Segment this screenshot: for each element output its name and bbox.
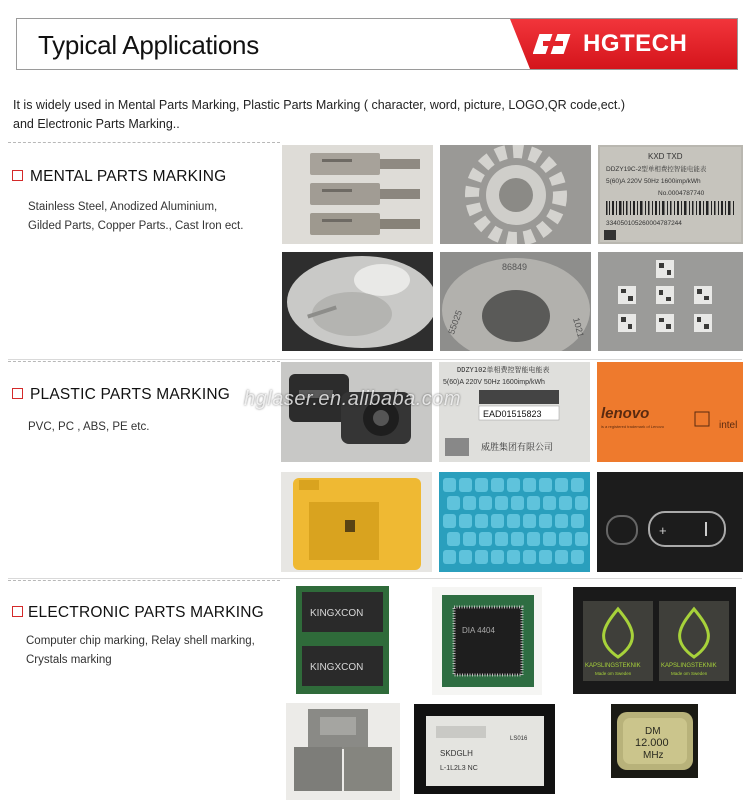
chip-brand-bottom: KINGXCON bbox=[310, 662, 364, 673]
keyboard-key bbox=[571, 514, 584, 528]
keyboard-key bbox=[575, 532, 588, 546]
keyboard-key bbox=[511, 496, 524, 510]
intro-line-2: and Electronic Parts Marking.. bbox=[13, 117, 180, 131]
keyboard-key bbox=[443, 514, 456, 528]
label-header: DDZY102单相费控智能电能表 bbox=[457, 366, 550, 374]
keyboard-key bbox=[443, 478, 456, 492]
photo-metal-ring-numbers bbox=[440, 252, 591, 351]
divider bbox=[8, 580, 280, 581]
keyboard-key bbox=[447, 532, 460, 546]
intro-paragraph bbox=[13, 96, 713, 134]
keyboard-key bbox=[459, 478, 472, 492]
photo-aluminium-cone bbox=[282, 252, 433, 351]
section-divider bbox=[8, 359, 742, 360]
photo-relay-blocks bbox=[286, 703, 400, 800]
photo-stamped-ring bbox=[440, 145, 591, 244]
ring-number-1: 86849 bbox=[502, 262, 528, 272]
crystal-line-2: 12.000 bbox=[635, 737, 669, 749]
meter-barcode: 334050105260004787244 bbox=[606, 220, 682, 227]
svg-text:+: + bbox=[659, 523, 667, 538]
photo-yellow-phone-housing bbox=[281, 472, 432, 572]
keyboard-key bbox=[543, 532, 556, 546]
relay-text-1: SKDGLH bbox=[440, 749, 473, 758]
keyboard-key bbox=[523, 550, 536, 564]
divider bbox=[8, 142, 280, 143]
photo-lenovo-cover bbox=[597, 362, 743, 462]
keyboard-key bbox=[495, 532, 508, 546]
kapsling-brand-right: KAPSLINGSTEKNIK bbox=[661, 663, 717, 669]
keyboard-key bbox=[575, 496, 588, 510]
keyboard-key bbox=[523, 514, 536, 528]
keyboard-key bbox=[507, 514, 520, 528]
photo-crystal-oscillator bbox=[611, 704, 698, 778]
keyboard-key bbox=[475, 478, 488, 492]
photo-kapsling-chips bbox=[573, 587, 736, 694]
photo-black-plastic-buttons bbox=[597, 472, 743, 572]
photo-steel-nozzles bbox=[282, 145, 433, 244]
label-code: EAD01515823 bbox=[483, 409, 542, 419]
keyboard-key bbox=[511, 532, 524, 546]
brand-name: HGTECH bbox=[583, 30, 688, 57]
intro-line-1: It is widely used in Mental Parts Marking, Plastic Parts Marking ( character, word, picture, LOGO,QR code,ect.) bbox=[13, 98, 626, 112]
keyboard-key bbox=[463, 532, 476, 546]
keyboard-key bbox=[443, 550, 456, 564]
keyboard-key bbox=[559, 532, 572, 546]
ring-number-3: 1021 bbox=[571, 316, 586, 339]
divider bbox=[8, 361, 280, 362]
keyboard-key bbox=[463, 496, 476, 510]
meter-no: No.0004787740 bbox=[658, 190, 705, 197]
meter-header: DDZY19C-2型单相费控智能电能表 bbox=[606, 166, 707, 173]
keyboard-key bbox=[475, 550, 488, 564]
keyboard-key bbox=[527, 496, 540, 510]
crystal-line-1: DM bbox=[645, 726, 661, 737]
keyboard-key bbox=[507, 478, 520, 492]
ring-number-2: 55025 bbox=[446, 308, 465, 336]
keyboard-key bbox=[555, 478, 568, 492]
photo-qfp-chip bbox=[432, 587, 542, 695]
relay-text-2: L-1L2L3 NC bbox=[440, 765, 478, 772]
keyboard-key bbox=[527, 532, 540, 546]
keyboard-key bbox=[475, 514, 488, 528]
keyboard-key bbox=[543, 496, 556, 510]
photo-datamatrix-plate bbox=[598, 252, 743, 351]
keyboard-key bbox=[559, 496, 572, 510]
keyboard-key bbox=[555, 550, 568, 564]
keyboard-key bbox=[447, 496, 460, 510]
category-desc-metal: Stainless Steel, Anodized Aluminium, Gilded Parts, Copper Parts., Cast Iron ect. bbox=[28, 201, 244, 232]
keyboard-key bbox=[555, 514, 568, 528]
chip-brand-top: KINGXCON bbox=[310, 608, 364, 619]
keyboard-key bbox=[539, 514, 552, 528]
meter-brand: KXD TXD bbox=[648, 152, 683, 161]
lenovo-subtext: is a registered trademark of Lenovo bbox=[601, 424, 664, 429]
category-desc-electronic: Computer chip marking, Relay shell marking, Crystals marking bbox=[26, 635, 255, 666]
checkbox-icon bbox=[12, 170, 23, 181]
photo-black-plastic-parts bbox=[281, 362, 432, 462]
category-title-electronic: ELECTRONIC PARTS MARKING bbox=[28, 604, 264, 621]
category-title-metal: MENTAL PARTS MARKING bbox=[30, 168, 227, 185]
checkbox-icon bbox=[12, 388, 23, 399]
keyboard-key bbox=[479, 532, 492, 546]
kapsling-sub-right: Made om Sweden bbox=[671, 671, 708, 676]
label-company: 威胜集团有限公司 bbox=[481, 442, 554, 452]
relay-text-3: LS016 bbox=[510, 736, 528, 742]
label-spec: 5(60)A 220V 50Hz 1600imp/kWh bbox=[443, 379, 545, 386]
photo-meter-nameplate bbox=[598, 145, 743, 244]
lenovo-logo: lenovo bbox=[601, 405, 650, 422]
keyboard-key bbox=[523, 478, 536, 492]
keyboard-key bbox=[571, 478, 584, 492]
keyboard-key bbox=[491, 478, 504, 492]
category-title-plastic: PLASTIC PARTS MARKING bbox=[30, 386, 231, 403]
section-divider bbox=[8, 578, 742, 579]
keyboard-key bbox=[479, 496, 492, 510]
watermark: hglaser.en.alibaba.com bbox=[244, 388, 462, 410]
photo-meter-label bbox=[439, 362, 590, 462]
crystal-line-3: MHz bbox=[643, 750, 664, 761]
keyboard-key bbox=[495, 496, 508, 510]
page-title: Typical Applications bbox=[38, 30, 259, 60]
meter-spec: 5(60)A 220V 50Hz 1600imp/kWh bbox=[606, 178, 701, 185]
kapsling-brand-left: KAPSLINGSTEKNIK bbox=[585, 663, 641, 669]
keyboard-key bbox=[459, 550, 472, 564]
photo-teal-keyboard bbox=[439, 472, 590, 572]
keyboard-key bbox=[459, 514, 472, 528]
kapsling-sub-left: Made om Sweden bbox=[595, 671, 632, 676]
keyboard-key bbox=[507, 550, 520, 564]
keyboard-key bbox=[539, 550, 552, 564]
checkbox-icon bbox=[12, 606, 23, 617]
keyboard-key bbox=[571, 550, 584, 564]
hgtech-logo-icon bbox=[533, 30, 577, 58]
intel-logo: intel bbox=[719, 420, 738, 431]
category-desc-plastic: PVC, PC , ABS, PE etc. bbox=[28, 421, 150, 433]
keyboard-key bbox=[539, 478, 552, 492]
photo-memory-chips bbox=[296, 586, 389, 694]
keyboard-key bbox=[491, 514, 504, 528]
qfp-text: DIA 4404 bbox=[462, 626, 495, 635]
photo-relay-shell bbox=[414, 704, 555, 794]
keyboard-key bbox=[491, 550, 504, 564]
